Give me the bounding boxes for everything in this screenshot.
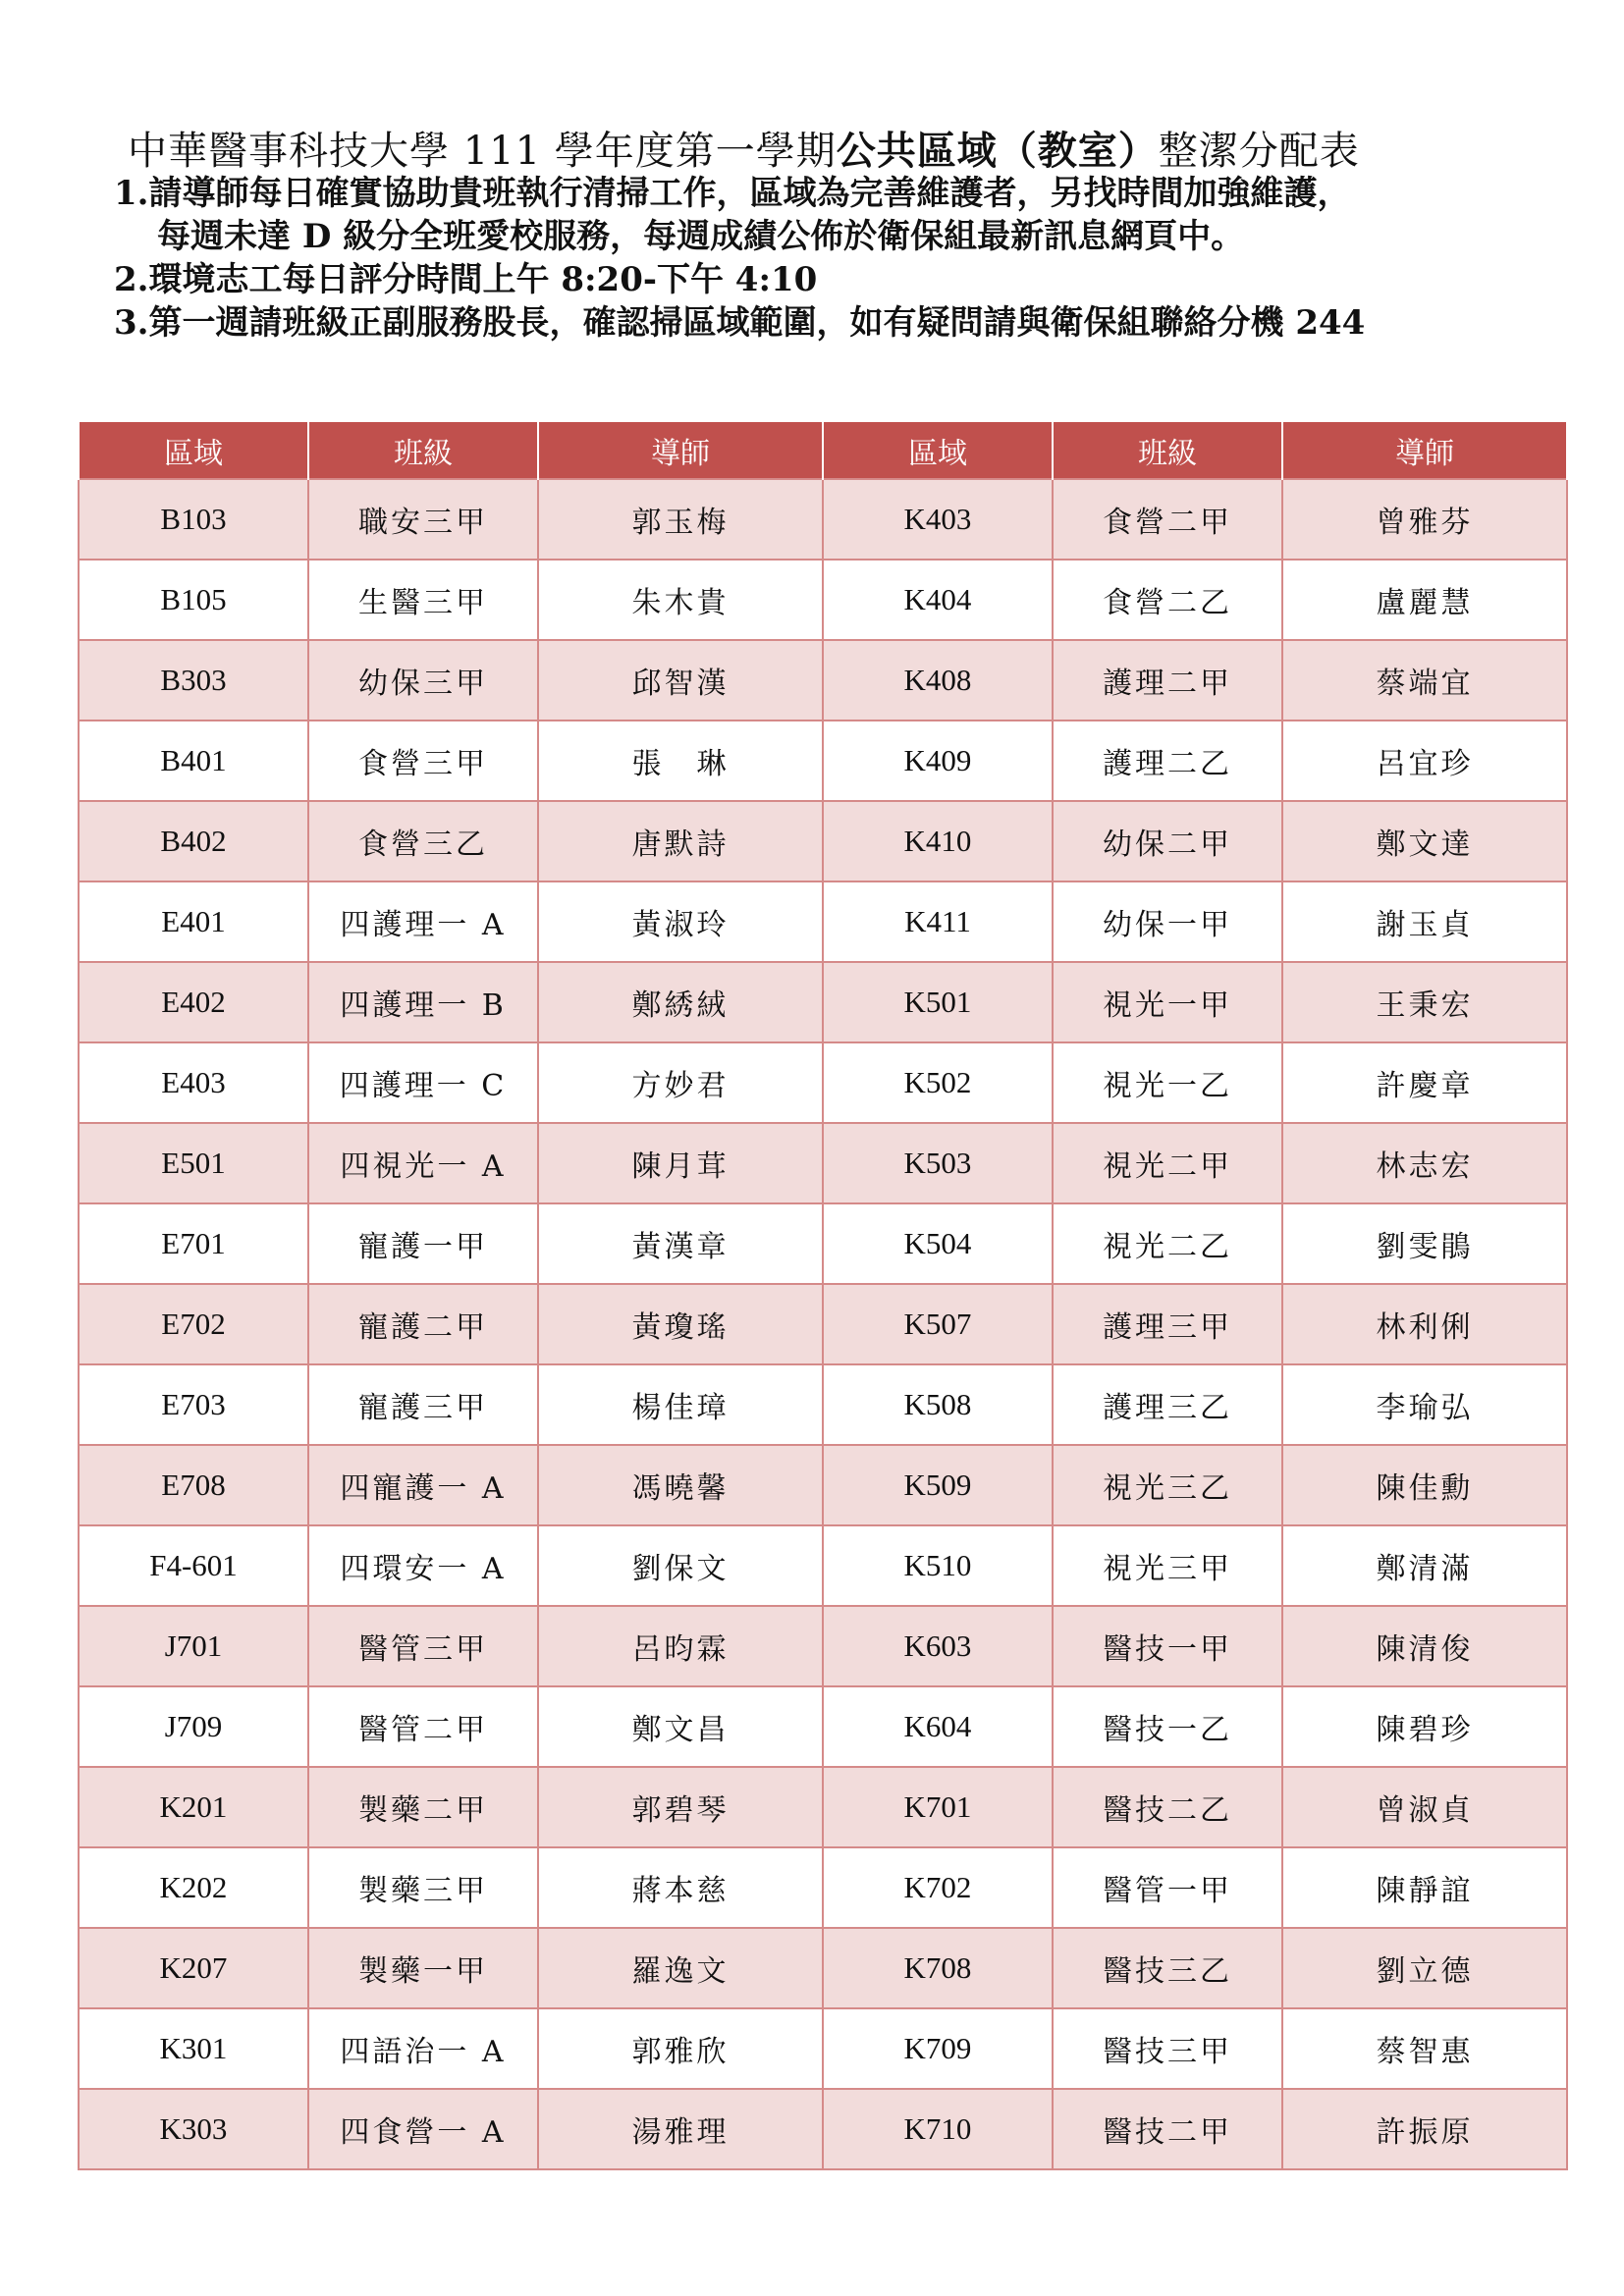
area-cell: K603 xyxy=(823,1606,1053,1686)
area-cell: E402 xyxy=(79,962,308,1042)
note-1-continued: 每週未達 D 級分全班愛校服務，每週成績公佈於衛保組最新訊息網頁中。 xyxy=(157,217,1245,256)
class-cell: 食營二甲 xyxy=(1053,479,1282,560)
class-cell: 職安三甲 xyxy=(308,479,538,560)
area-cell: K509 xyxy=(823,1445,1053,1525)
teacher-cell: 郭雅欣 xyxy=(538,2008,823,2089)
class-cell: 製藥二甲 xyxy=(308,1767,538,1847)
teacher-cell: 呂宜珍 xyxy=(1282,721,1567,801)
area-cell: B103 xyxy=(79,479,308,560)
area-cell: J709 xyxy=(79,1686,308,1767)
class-cell: 四食營一 A xyxy=(308,2089,538,2169)
table-row xyxy=(79,1767,1567,1847)
table-row xyxy=(79,1686,1567,1767)
area-cell: F4-601 xyxy=(79,1525,308,1606)
teacher-cell: 許慶章 xyxy=(1282,1042,1567,1123)
teacher-cell: 蔣本慈 xyxy=(538,1847,823,1928)
header-teacher: 導師 xyxy=(1282,422,1567,479)
area-cell: B401 xyxy=(79,721,308,801)
table-row xyxy=(79,1123,1567,1203)
area-cell: K504 xyxy=(823,1203,1053,1284)
table-row xyxy=(79,640,1567,721)
class-cell: 視光三甲 xyxy=(1053,1525,1282,1606)
class-cell: 四護理一 B xyxy=(308,962,538,1042)
table-row xyxy=(79,1606,1567,1686)
class-cell: 醫技二甲 xyxy=(1053,2089,1282,2169)
table-row xyxy=(79,560,1567,640)
table-row xyxy=(79,1284,1567,1364)
class-cell: 四視光一 A xyxy=(308,1123,538,1203)
header-class: 班級 xyxy=(308,422,538,479)
class-cell: 製藥一甲 xyxy=(308,1928,538,2008)
area-cell: K508 xyxy=(823,1364,1053,1445)
table-body xyxy=(79,479,1567,2169)
class-cell: 護理三乙 xyxy=(1053,1364,1282,1445)
class-cell: 食營二乙 xyxy=(1053,560,1282,640)
teacher-cell: 朱木貴 xyxy=(538,560,823,640)
area-cell: E708 xyxy=(79,1445,308,1525)
table-row xyxy=(79,1445,1567,1525)
header-area: 區域 xyxy=(79,422,308,479)
area-cell: K411 xyxy=(823,881,1053,962)
area-cell: K410 xyxy=(823,801,1053,881)
header-area: 區域 xyxy=(823,422,1053,479)
cleaning-assignment-table xyxy=(78,422,1568,2170)
class-cell: 寵護二甲 xyxy=(308,1284,538,1364)
class-cell: 寵護一甲 xyxy=(308,1203,538,1284)
class-cell: 幼保二甲 xyxy=(1053,801,1282,881)
area-cell: K501 xyxy=(823,962,1053,1042)
area-cell: K408 xyxy=(823,640,1053,721)
area-cell: K503 xyxy=(823,1123,1053,1203)
table-row xyxy=(79,2008,1567,2089)
teacher-cell: 陳佳勳 xyxy=(1282,1445,1567,1525)
area-cell: K301 xyxy=(79,2008,308,2089)
teacher-cell: 李瑜弘 xyxy=(1282,1364,1567,1445)
table-row xyxy=(79,1364,1567,1445)
class-cell: 視光一甲 xyxy=(1053,962,1282,1042)
area-cell: E703 xyxy=(79,1364,308,1445)
class-cell: 四護理一 A xyxy=(308,881,538,962)
teacher-cell: 許振原 xyxy=(1282,2089,1567,2169)
teacher-cell: 方妙君 xyxy=(538,1042,823,1123)
teacher-cell: 郭玉梅 xyxy=(538,479,823,560)
teacher-cell: 林志宏 xyxy=(1282,1123,1567,1203)
class-cell: 製藥三甲 xyxy=(308,1847,538,1928)
teacher-cell: 謝玉貞 xyxy=(1282,881,1567,962)
area-cell: B303 xyxy=(79,640,308,721)
class-cell: 護理二甲 xyxy=(1053,640,1282,721)
area-cell: B402 xyxy=(79,801,308,881)
header-row xyxy=(79,422,1567,479)
class-cell: 護理二乙 xyxy=(1053,721,1282,801)
area-cell: K202 xyxy=(79,1847,308,1928)
class-cell: 寵護三甲 xyxy=(308,1364,538,1445)
class-cell: 幼保一甲 xyxy=(1053,881,1282,962)
area-cell: K709 xyxy=(823,2008,1053,2089)
area-cell: K702 xyxy=(823,1847,1053,1928)
teacher-cell: 馮曉馨 xyxy=(538,1445,823,1525)
title-text-bold: 公共區域（教室） xyxy=(836,128,1159,174)
note-1: 1.請導師每日確實協助貴班執行清掃工作，區域為完善維護者，另找時間加強維護， xyxy=(114,174,1351,213)
teacher-cell: 鄭文達 xyxy=(1282,801,1567,881)
teacher-cell: 黃瓊瑤 xyxy=(538,1284,823,1364)
area-cell: K510 xyxy=(823,1525,1053,1606)
area-cell: E702 xyxy=(79,1284,308,1364)
teacher-cell: 鄭文昌 xyxy=(538,1686,823,1767)
class-cell: 護理三甲 xyxy=(1053,1284,1282,1364)
class-cell: 醫技二乙 xyxy=(1053,1767,1282,1847)
class-cell: 幼保三甲 xyxy=(308,640,538,721)
area-cell: B105 xyxy=(79,560,308,640)
teacher-cell: 王秉宏 xyxy=(1282,962,1567,1042)
area-cell: E701 xyxy=(79,1203,308,1284)
class-cell: 醫管二甲 xyxy=(308,1686,538,1767)
notes-block xyxy=(114,172,1365,345)
teacher-cell: 陳靜誼 xyxy=(1282,1847,1567,1928)
area-cell: K404 xyxy=(823,560,1053,640)
teacher-cell: 羅逸文 xyxy=(538,1928,823,2008)
class-cell: 視光一乙 xyxy=(1053,1042,1282,1123)
teacher-cell: 陳碧珍 xyxy=(1282,1686,1567,1767)
note-2: 2.環境志工每日評分時間上午 8:20-下午 4:10 xyxy=(114,260,818,299)
class-cell: 醫技一乙 xyxy=(1053,1686,1282,1767)
class-cell: 視光二甲 xyxy=(1053,1123,1282,1203)
note-3: 3.第一週請班級正副服務股長，確認掃區域範圍，如有疑問請與衛保組聯絡分機 244 xyxy=(114,303,1366,343)
table-row xyxy=(79,1847,1567,1928)
area-cell: K403 xyxy=(823,479,1053,560)
class-cell: 四護理一 C xyxy=(308,1042,538,1123)
table-row xyxy=(79,962,1567,1042)
area-cell: K604 xyxy=(823,1686,1053,1767)
area-cell: K502 xyxy=(823,1042,1053,1123)
teacher-cell: 曾淑貞 xyxy=(1282,1767,1567,1847)
table-row xyxy=(79,1203,1567,1284)
area-cell: K701 xyxy=(823,1767,1053,1847)
table-row xyxy=(79,1525,1567,1606)
area-cell: J701 xyxy=(79,1606,308,1686)
teacher-cell: 郭碧琴 xyxy=(538,1767,823,1847)
teacher-cell: 劉保文 xyxy=(538,1525,823,1606)
table-row xyxy=(79,479,1567,560)
area-cell: K409 xyxy=(823,721,1053,801)
teacher-cell: 張 琳 xyxy=(538,721,823,801)
class-cell: 食營三甲 xyxy=(308,721,538,801)
teacher-cell: 蔡智惠 xyxy=(1282,2008,1567,2089)
area-cell: K303 xyxy=(79,2089,308,2169)
class-cell: 醫管三甲 xyxy=(308,1606,538,1686)
class-cell: 四寵護一 A xyxy=(308,1445,538,1525)
class-cell: 四環安一 A xyxy=(308,1525,538,1606)
header-teacher: 導師 xyxy=(538,422,823,479)
table-row xyxy=(79,1928,1567,2008)
teacher-cell: 湯雅理 xyxy=(538,2089,823,2169)
area-cell: E403 xyxy=(79,1042,308,1123)
teacher-cell: 陳清俊 xyxy=(1282,1606,1567,1686)
class-cell: 生醫三甲 xyxy=(308,560,538,640)
teacher-cell: 唐默詩 xyxy=(538,801,823,881)
class-cell: 四語治一 A xyxy=(308,2008,538,2089)
teacher-cell: 曾雅芬 xyxy=(1282,479,1567,560)
teacher-cell: 邱智漢 xyxy=(538,640,823,721)
area-cell: K201 xyxy=(79,1767,308,1847)
teacher-cell: 陳月茸 xyxy=(538,1123,823,1203)
title-text-2: 整潔分配表 xyxy=(1158,129,1360,174)
area-cell: K710 xyxy=(823,2089,1053,2169)
teacher-cell: 蔡端宜 xyxy=(1282,640,1567,721)
teacher-cell: 劉雯鵑 xyxy=(1282,1203,1567,1284)
area-cell: E501 xyxy=(79,1123,308,1203)
teacher-cell: 林利俐 xyxy=(1282,1284,1567,1364)
document-title xyxy=(128,120,1360,176)
class-cell: 食營三乙 xyxy=(308,801,538,881)
class-cell: 醫管一甲 xyxy=(1053,1847,1282,1928)
teacher-cell: 鄭清滿 xyxy=(1282,1525,1567,1606)
area-cell: K207 xyxy=(79,1928,308,2008)
teacher-cell: 呂昀霖 xyxy=(538,1606,823,1686)
class-cell: 醫技三乙 xyxy=(1053,1928,1282,2008)
table-row xyxy=(79,721,1567,801)
table-row xyxy=(79,2089,1567,2169)
table-row xyxy=(79,1042,1567,1123)
title-text-1: 中華醫事科技大學 111 學年度第一學期 xyxy=(128,129,837,174)
area-cell: K507 xyxy=(823,1284,1053,1364)
class-cell: 醫技三甲 xyxy=(1053,2008,1282,2089)
teacher-cell: 鄭綉絨 xyxy=(538,962,823,1042)
class-cell: 視光三乙 xyxy=(1053,1445,1282,1525)
area-cell: K708 xyxy=(823,1928,1053,2008)
table-row xyxy=(79,881,1567,962)
area-cell: E401 xyxy=(79,881,308,962)
header-class: 班級 xyxy=(1053,422,1282,479)
class-cell: 視光二乙 xyxy=(1053,1203,1282,1284)
teacher-cell: 盧麗慧 xyxy=(1282,560,1567,640)
teacher-cell: 黃漢章 xyxy=(538,1203,823,1284)
class-cell: 醫技一甲 xyxy=(1053,1606,1282,1686)
teacher-cell: 劉立德 xyxy=(1282,1928,1567,2008)
teacher-cell: 黃淑玲 xyxy=(538,881,823,962)
teacher-cell: 楊佳璋 xyxy=(538,1364,823,1445)
table-row xyxy=(79,801,1567,881)
